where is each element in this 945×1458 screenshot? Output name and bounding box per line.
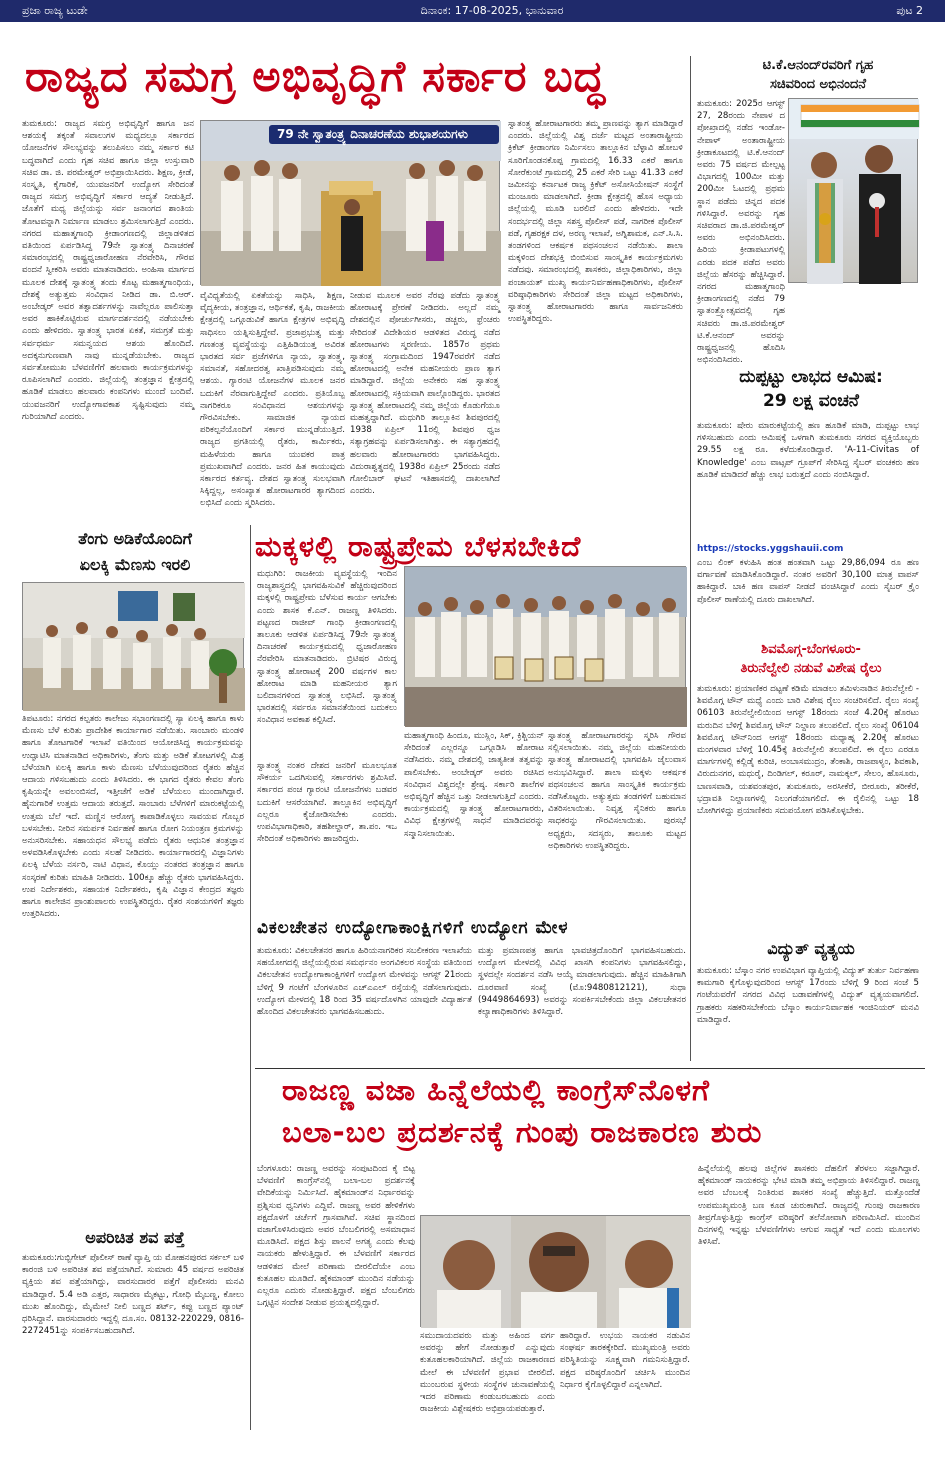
side1-headline-line1: ಟಿ.ಕೆ.ಆನಂದ್‌ರವರಿಗೆ ಗೃಹ <box>762 58 874 73</box>
jobfair-col2: ಮತ್ತು ಪ್ರಮಾಣಪತ್ರ ಹಾಗೂ ಭಾವಚಿತ್ರದೊಂದಿಗೆ ಭಾಗವಹಿಸಬಹುದು. ಉದ್ಯೋಗ ಮೇಳದಲ್ಲಿ ವಿವಿಧ ಖಾಸಗಿ ಕಂಪನಿಗಳು ಭಾಗವಹಿಸಲಿದ್ದು, ಸ್ಥಳದಲ್ಲೇ ಸಂದರ್ಶನ ನಡೆಸಿ ಆಯ್ಕೆ ಮಾಡಲಾಗುವುದು. ಹೆಚ್ಚಿನ ಮಾಹಿತಿಗಾಗಿ ದೂರವಾಣಿ ಸಂಖ್ಯೆ (ಮೊ:9480812121), ಸುಧಾ (9449864693) ಅವರನ್ನು ಸಂಪರ್ಕಿಸಬೇಕೆಂದು ಜಿಲ್ಲಾ ವಿಕಲಚೇತನರ ಕಲ್ಯಾಣಾಧಿಕಾರಿಗಳು ತಿಳಿಸಿದ್ದಾರೆ. <box>478 946 686 1018</box>
jobfair-col1: ತುಮಕೂರು: ವಿಕಲಚೇತನರ ಹಾಗೂ ಹಿರಿಯನಾಗರಿಕರ ಸಬಲೀಕರಣ ಇಲಾಖೆಯ ಸಹಯೋಗದಲ್ಲಿ ಜಿಲ್ಲೆಯಲ್ಲಿರುವ ಸಮರ್ಥನಂ ಅಂಗವಿಕಲರ ಸಂಸ್ಥೆಯ ವತಿಯಿಂದ ವಿಕಲಚೇತನ ಉದ್ಯೋಗಾಕಾಂಕ್ಷಿಗಳಿಗೆ ಉದ್ಯೋಗ ಮೇಳವನ್ನು ಆಗಸ್ಟ್ 21ರಂದು ಬೆಳಿಗ್ಗೆ 9 ಗಂಟೆಗೆ ಬೆಂಗಳೂರಿನ ಎಚ್‌ಎಎಲ್ ರಸ್ತೆಯಲ್ಲಿ ನಡೆಸಲಾಗುವುದು. ಉದ್ಯೋಗ ಮೇಳದಲ್ಲಿ 18 ರಿಂದ 35 ವರ್ಷದೊಳಗಿನ ಯಾವುದೇ ವಿದ್ಯಾರ್ಹತೆ ಹೊಂದಿದ ವಿಕಲಚೇತನರು ಭಾಗವಹಿಸಬಹುದು. <box>257 946 472 1018</box>
politics-divider <box>255 1068 925 1069</box>
politics-col4: ಹಿನ್ನೆಲೆಯಲ್ಲಿ ಹಲವು ಜಿಲ್ಲೆಗಳ ಶಾಸಕರು ದೆಹಲಿಗೆ ತೆರಳಲು ಸಜ್ಜಾಗಿದ್ದಾರೆ. ಹೈಕಮಾಂಡ್ ನಾಯಕರನ್ನು ಭೇಟಿ ಮಾಡಿ ತಮ್ಮ ಅಭಿಪ್ರಾಯ ತಿಳಿಸಲಿದ್ದಾರೆ. ರಾಜಣ್ಣ ಅವರ ಬೆಂಬಲಕ್ಕೆ ನಿಂತಿರುವ ಶಾಸಕರ ಸಂಖ್ಯೆ ಹೆಚ್ಚುತ್ತಿದೆ. ಮತ್ತೊಂದೆಡೆ ಉಪಮುಖ್ಯಮಂತ್ರಿ ಬಣ ಕೂಡ ಚುರುಕಾಗಿದೆ. ರಾಜ್ಯದಲ್ಲಿ ಗುಂಪು ರಾಜಕಾರಣ ತೀವ್ರಗೊಳ್ಳುತ್ತಿದ್ದು ಕಾಂಗ್ರೆಸ್ ವರಿಷ್ಠರಿಗೆ ತಲೆನೋವಾಗಿ ಪರಿಣಮಿಸಿದೆ. ಮುಂದಿನ ದಿನಗಳಲ್ಲಿ ಇನ್ನಷ್ಟು ಬೆಳವಣಿಗೆಗಳು ಆಗುವ ಸಾಧ್ಯತೆ ಇದೆ ಎಂದು ಮೂಲಗಳು ತಿಳಿಸಿವೆ. <box>698 1164 920 1248</box>
felicitation-group-photo-art <box>405 567 687 727</box>
politics-col1: ಬೆಂಗಳೂರು: ರಾಜಣ್ಣ ಅವರನ್ನು ಸಂಪುಟದಿಂದ ಕೈ ಬಿಟ್ಟ ಬೆಳವಣಿಗೆ ಕಾಂಗ್ರೆಸ್‌ನಲ್ಲಿ ಬಲಾ-ಬಲ ಪ್ರದರ್ಶನಕ್ಕೆ ವೇದಿಕೆಯನ್ನು ನಿರ್ಮಿಸಿದೆ. ಹೈಕಮಾಂಡ್‌ನ ನಿರ್ಧಾರವನ್ನು ಪ್ರಶ್ನಿಸುವ ಧ್ವನಿಗಳು ಎದ್ದಿವೆ. ರಾಜಣ್ಣ ಅವರ ಹೇಳಿಕೆಗಳು ಪಕ್ಷದೊಳಗೆ ಚರ್ಚೆಗೆ ಗ್ರಾಸವಾಗಿವೆ. ಸಚಿವ ಸ್ಥಾನದಿಂದ ವಜಾಗೊಳಿಸಿರುವುದು ಅವರ ಬೆಂಬಲಿಗರಲ್ಲಿ ಅಸಮಾಧಾನ ಮೂಡಿಸಿದೆ. ಪಕ್ಷದ ಶಿಸ್ತು ಪಾಲನೆ ಅಗತ್ಯ ಎಂದು ಕೆಲವು ನಾಯಕರು ಹೇಳುತ್ತಿದ್ದಾರೆ. ಈ ಬೆಳವಣಿಗೆ ಸರ್ಕಾರದ ಆಡಳಿತದ ಮೇಲೆ ಪರಿಣಾಮ ಬೀರಲಿದೆಯೇ ಎಂಬ ಕುತೂಹಲ ಮೂಡಿದೆ. ಹೈಕಮಾಂಡ್ ಮುಂದಿನ ನಡೆಯನ್ನು ಎಲ್ಲರೂ ಎದುರು ನೋಡುತ್ತಿದ್ದಾರೆ. ಪಕ್ಷದ ಬೆಂಬಲಿಗರು ಒಗ್ಗಟ್ಟಿನ ಸಂದೇಶ ನೀಡುವ ಪ್ರಯತ್ನದಲ್ಲಿದ್ದಾರೆ. <box>257 1164 415 1309</box>
jobfair-headline: ವಿಕಲಚೇತನ ಉದ್ಯೋಗಾಕಾಂಕ್ಷಿಗಳಿಗೆ ಉದ್ಯೋಗ ಮೇಳ <box>257 918 569 938</box>
lead-photo-banner: 79 ನೇ ಸ್ವಾತಂತ್ರ್ಯ ದಿನಾಚರಣೆಯ ಶುಭಾಶಯಗಳು <box>269 125 499 144</box>
left-column-divider <box>250 525 251 1430</box>
side1-photo <box>788 98 918 283</box>
lead-photo <box>200 120 500 285</box>
politicians-photo-art <box>421 1216 691 1328</box>
side1-headline-line2: ಸಚಿವರಿಂದ ಅಭಿನಂದನೆ <box>770 77 866 92</box>
side1-text-bottom <box>697 287 919 362</box>
side2-text2: ಎಂಬ ಲಿಂಕ್ ಕಳುಹಿಸಿ ಹಂತ ಹಂತವಾಗಿ ಒಟ್ಟು 29,86,094 ರೂ ಹಣ ವರ್ಗಾವಣೆ ಮಾಡಿಸಿಕೊಂಡಿದ್ದಾರೆ. ನಂತರ ಅವರಿಗೆ 30,100 ಮಾತ್ರ ವಾಪಸ್ ಹಾಕಿದ್ದಾರೆ. ಬಾಕಿ ಹಣ ವಾಪಸ್ ನೀಡದೆ ವಂಚಿಸಿದ್ದಾರೆ ಎಂದು ಸೈಬರ್ ಕ್ರೈಂ ಪೊಲೀಸ್ ಠಾಣೆಯಲ್ಲಿ ದೂರು ದಾಖಲಾಗಿದೆ. <box>697 558 919 605</box>
paper-name: ಪ್ರಜಾ ರಾಜ್ಯ ಟುಡೇ <box>22 4 88 17</box>
side1-headline <box>708 56 928 94</box>
fraud-link: https://stocks.yggshauii.com <box>697 544 844 554</box>
children-photo <box>404 566 686 726</box>
side-divider <box>690 56 691 1061</box>
felicitation-photo-art <box>789 99 919 284</box>
coconut-photo <box>22 582 244 710</box>
side3-headline-line2: ತಿರುನೆಲ್ವೇಲಿ ನಡುವೆ ವಿಶೇಷ ರೈಲು <box>740 661 882 676</box>
lead-col1: ತುಮಕೂರು: ರಾಜ್ಯದ ಸಮಗ್ರ ಅಭಿವೃದ್ಧಿಗೆ ಹಾಗೂ ಜನ ಆಶಯಕ್ಕೆ ತಕ್ಕಂತೆ ಸವಾಲುಗಳ ಮಧ್ಯದಲ್ಲೂ ಸರ್ಕಾರದ ಯೋಜನೆಗಳ ಸೌಲಭ್ಯವನ್ನು ತಲುಪಿಸಲು ನಮ್ಮ ಸರ್ಕಾರ ಕಟಿ ಬದ್ಧವಾಗಿದೆ ಎಂದು ಗೃಹ ಸಚಿವ ಹಾಗೂ ಜಿಲ್ಲಾ ಉಸ್ತುವಾರಿ ಸಚಿವ ಡಾ. ಜಿ. ಪರಮೇಶ್ವರ್ ಅಭಿಪ್ರಾಯಿಸಿದರು. ಶಿಕ್ಷಣ, ಕ್ರೀಡೆ, ಸಂಸ್ಕೃತಿ, ಕೈಗಾರಿಕೆ, ಯುವಜನರಿಗೆ ಉದ್ಯೋಗ ಸೇರಿದಂತೆ ರಾಜ್ಯದ ಸಮಗ್ರ ಅಭಿವೃದ್ಧಿಗೆ ಸರ್ಕಾರ ಆದ್ಯತೆ ನೀಡುತ್ತಿದೆ. ಜೊತೆಗೆ ಮಧ್ಯ ಜಿಲ್ಲೆಯನ್ನು ಸರ್ವ ಜನಾಂಗದ ಶಾಂತಿಯ ತೋಟವನ್ನಾಗಿ ನಿರ್ಮಾಣ ಮಾಡಲು ಶ್ರಮಿಸಲಾಗುತ್ತಿದೆ ಎಂದರು. ನಗರದ ಮಹಾತ್ಮಗಾಂಧಿ ಕ್ರೀಡಾಂಗಣದಲ್ಲಿ ಜಿಲ್ಲಾಡಳಿತದ ವತಿಯಿಂದ ಏರ್ಪಡಿಸಿದ್ದ 79ನೇ ಸ್ವಾತಂತ್ರ್ಯ ದಿನಾಚರಣೆ ಸಮಾರಂಭದಲ್ಲಿ ರಾಷ್ಟ್ರಧ್ವಜಾರೋಹಣ ನೆರವೇರಿಸಿ, ಗೌರವ ವಂದನೆ ಸ್ವೀಕರಿಸಿ ಅವರು ಮಾತನಾಡಿದರು. ಅಂಹಿಸಾ ಮಾರ್ಗದ ಮೂಲಕ ದೇಶಕ್ಕೆ ಸ್ವಾತಂತ್ರ್ಯ ತಂದು ಕೊಟ್ಟ ಮಹಾತ್ಮಗಾಂಧಿಯ, ದೇಶಕ್ಕೆ ಅತ್ಯುತ್ತಮ ಸಂವಿಧಾನ ನೀಡಿದ ಡಾ. ಬಿ.ಆರ್. ಅಂಬೇಡ್ಕರ್ ಅವರ ತತ್ವಾದರ್ಶಗಳನ್ನು ನಾವೆಲ್ಲರೂ ಪಾಲಿಸುತ್ತಾ ಅವರ ಹಾಕಿಕೊಟ್ಟಿರುವ ಮಾರ್ಗದರ್ಶನದಲ್ಲಿ ನಡೆಯಬೇಕು ಎಂದು ಹೇಳಿದರು. ಸ್ವಾತಂತ್ರ್ಯ ಭಾರತ ಏಕತೆ, ಸಮಗ್ರತೆ ಮತ್ತು ಸರ್ವಧರ್ಮ ಸಮನ್ವಯದ ಆಶಯ ಹೊಂದಿದೆ. ಅದಕ್ಕನುಗುಣವಾಗಿ ನಾವು ಮುನ್ನಡೆಯಬೇಕು. ರಾಜ್ಯದ ಸರ್ವತೋಮುಖ ಬೆಳವಣಿಗೆಗೆ ಹಲವಾರು ಕಾರ್ಯಕ್ರಮಗಳನ್ನು ರೂಪಿಸಲಾಗಿದೆ ಎಂದರು. ಜಿಲ್ಲೆಯಲ್ಲಿ ತಂತ್ರಜ್ಞಾನ ಕ್ಷೇತ್ರದಲ್ಲಿ ಹೂಡಿಕೆ ಮಾಡಲು ಹಲವಾರು ಕಂಪನಿಗಳು ಮುಂದೆ ಬಂದಿವೆ. ಯುವಜನರಿಗೆ ಉದ್ಯೋಗಾವಕಾಶ ಸೃಷ್ಟಿಸುವುದು ನಮ್ಮ ಗುರಿಯಾಗಿದೆ ಎಂದರು. <box>22 119 194 422</box>
children-col1: ಮಧುಗಿರಿ: ರಾಜಕೀಯ ವ್ಯವಸ್ಥೆಯಲ್ಲಿ ಇಂದಿನ ರಾಜ್ಯಶಾಸ್ತ್ರದಲ್ಲಿ ಭಾಗವಹಿಸುವಿಕೆ ಹೆಚ್ಚಿರುವುದರಿಂದ ಮಕ್ಕಳಲ್ಲಿ ರಾಷ್ಟ್ರಪ್ರೇಮ ಬೆಳೆಸುವ ಕಾರ್ಯ ಆಗಬೇಕು ಎಂದು ಶಾಸಕ ಕೆ.ಎನ್. ರಾಜಣ್ಣ ತಿಳಿಸಿದರು. ಪಟ್ಟಣದ ರಾಜೀವ್ ಗಾಂಧಿ ಕ್ರೀಡಾಂಗಣದಲ್ಲಿ ತಾಲೂಕು ಆಡಳಿತ ಏರ್ಪಡಿಸಿದ್ದ 79ನೇ ಸ್ವಾತಂತ್ರ್ಯ ದಿನಾಚರಣೆ ಕಾರ್ಯಕ್ರಮದಲ್ಲಿ ಧ್ವಜಾರೋಹಣ ನೆರವೇರಿಸಿ ಮಾತನಾಡಿದರು. ಬ್ರಿಟಿಷರ ವಿರುದ್ಧ ಸ್ವಾತಂತ್ರ್ಯ ಹೋರಾಟಕ್ಕೆ 200 ವರ್ಷಗಳ ಕಾಲ ಹೋರಾಟ ಮಾಡಿ ಮಹನೀಯರ ತ್ಯಾಗ ಬಲಿದಾನಗಳಿಂದ ಸ್ವಾತಂತ್ರ್ಯ ಲಭಿಸಿದೆ. ಸ್ವಾತಂತ್ರ್ಯ ಭಾರತದಲ್ಲಿ ಸರ್ವರೂ ಸಮಾನತೆಯಿಂದ ಬದುಕಲು ಸಂವಿಧಾನ ಅವಕಾಶ ಕಲ್ಪಿಸಿದೆ. <box>257 569 397 726</box>
flag-hoisting-photo-art <box>201 121 501 286</box>
politics-headline-line2: ಬಲಾ-ಬಲ ಪ್ರದರ್ಶನಕ್ಕೆ ಗುಂಪು ರಾಜಕಾರಣ ಶುರು <box>282 1115 763 1149</box>
lead-col3: ನೀಡುವ ಮೂಲಕ ಅವರ ನೆರವು ಪಡೆದು ಸ್ವಾತಂತ್ರ್ಯ ಹೋರಾಟಕ್ಕೆ ಪ್ರೇರಣೆ ನೀಡಿದರು. ಅಲ್ಲದೆ ನಮ್ಮ ದೇಶದಲ್ಲಿನ ಪೋರ್ಚುಗೀಸರು, ಡಚ್ಚರು, ಫ್ರೆಂಚರು ಸೇರಿದಂತೆ ವಿದೇಶಿಯರ ಆಡಳಿತದ ವಿರುದ್ಧ ನಡೆದ ಹೋರಾಟಗಳು ಸ್ಮರಣೀಯ. 1857ರ ಪ್ರಥಮ ಸ್ವಾತಂತ್ರ್ಯ ಸಂಗ್ರಾಮದಿಂದ 1947ರವರೆಗೆ ನಡೆದ ಹೋರಾಟದಲ್ಲಿ ಅನೇಕ ಮಹನೀಯರು ಪ್ರಾಣ ತ್ಯಾಗ ಮಾಡಿದ್ದಾರೆ. ಜಿಲ್ಲೆಯ ಅನೇಕರು ಸಹ ಸ್ವಾತಂತ್ರ್ಯ ಹೋರಾಟದಲ್ಲಿ ಸಕ್ರಿಯವಾಗಿ ಪಾಲ್ಗೊಂಡಿದ್ದರು. ಭಾರತದ ಸ್ವಾತಂತ್ರ್ಯ ಹೋರಾಟದಲ್ಲಿ ನಮ್ಮ ಜಿಲ್ಲೆಯ ಕೊಡುಗೆಯೂ ಮಹತ್ವದ್ದಾಗಿದೆ. ಮಧುಗಿರಿ ತಾಲ್ಲೂಕಿನ ಶಿವಪುರದಲ್ಲಿ 1938 ಏಪ್ರಿಲ್ 11ರಲ್ಲಿ ಶಿವಪುರ ಧ್ವಜ ಸತ್ಯಾಗ್ರಹವನ್ನು ಏರ್ಪಡಿಸಲಾಗಿತ್ತು. ಈ ಸತ್ಯಾಗ್ರಹದಲ್ಲಿ ಹಲವಾರು ಹೋರಾಟಗಾರರು ಭಾಗವಹಿಸಿದ್ದರು. ವಿದುರಾಶ್ವತ್ಥದಲ್ಲಿ 1938ರ ಏಪ್ರಿಲ್ 25ರಂದು ನಡೆದ ಗೋಲಿಬಾರ್ ಘಟನೆ ಇತಿಹಾಸದಲ್ಲಿ ದಾಖಲಾಗಿದೆ ಎಂದರು. <box>350 291 500 497</box>
masthead-bar <box>0 0 945 22</box>
side2-text: ತುಮಕೂರು: ಷೇರು ಮಾರುಕಟ್ಟೆಯಲ್ಲಿ ಹಣ ಹೂಡಿಕೆ ಮಾಡಿ, ದುಪ್ಪಟ್ಟು ಲಾಭ ಗಳಿಸಬಹುದು ಎಂದು ಆಮಿಷಕ್ಕೆ ಒಳಗಾಗಿ ತುಮಕೂರು ನಗರದ ವ್ಯಕ್ತಿಯೊಬ್ಬರು 29.55 ಲಕ್ಷ ರೂ. ಕಳೆದುಕೊಂಡಿದ್ದಾರೆ. 'A-11-Civitas of Knowledge' ಎಂಬ ವಾಟ್ಸಪ್ ಗ್ರೂಪ್‌ಗೆ ಸೇರಿಸಿದ್ದ ಸೈಬರ್ ವಂಚಕರು ಹಣ ಹೂಡಿಕೆ ಮಾಡಿದರೆ ಹೆಚ್ಚು ಲಾಭ ಬರುತ್ತದೆ ಎಂದು ನಂಬಿಸಿದ್ದಾರೆ. <box>697 421 919 480</box>
body-headline: ಅಪರಿಚಿತ ಶವ ಪತ್ತೆ <box>85 1228 185 1247</box>
children-col2: ಮಹಾತ್ಮಗಾಂಧಿ ಹಿಂದೂ, ಮುಸ್ಲಿಂ, ಸಿಕ್, ಕ್ರಿಶ್ಚಿಯನ್ ಸೇರಿದಂತೆ ಎಲ್ಲರನ್ನೂ ಒಗ್ಗೂಡಿಸಿ ಹೋರಾಟ ನಡೆಸಿದರು. ನಮ್ಮ ದೇಶದಲ್ಲಿ ಜಾತ್ಯತೀತ ತತ್ವವನ್ನು ಪಾಲಿಸಬೇಕು. ಅಂಬೇಡ್ಕರ್ ಅವರು ರಚಿಸಿದ ಸಂವಿಧಾನ ವಿಶ್ವದಲ್ಲೇ ಶ್ರೇಷ್ಠ. ಸರ್ಕಾರಿ ಶಾಲೆಗಳ ಅಭಿವೃದ್ಧಿಗೆ ಹೆಚ್ಚಿನ ಒತ್ತು ನೀಡಲಾಗುತ್ತಿದೆ ಎಂದರು. ಕಾರ್ಯಕ್ರಮದಲ್ಲಿ ಸ್ವಾತಂತ್ರ್ಯ ಹೋರಾಟಗಾರರು, ವಿವಿಧ ಕ್ಷೇತ್ರಗಳಲ್ಲಿ ಸಾಧನೆ ಮಾಡಿದವರನ್ನು ಸನ್ಮಾನಿಸಲಾಯಿತು. <box>404 731 544 839</box>
side2-headline <box>700 365 922 413</box>
side1-text-top: ತುಮಕೂರು: 2025ರ ಆಗಸ್ಟ್ 27, 28ರಂದು ನೇಪಾಳ ದ ಪೋಖ್ರಾದಲ್ಲಿ ನಡೆದ ಇಂಡೋ-ನೇಪಾಳ್ ಅಂತಾರಾಷ್ಟ್ರೀಯ ಕ್ರೀಡಾಕೂಟದಲ್ಲಿ ಟಿ.ಕೆ.ಆನಂದ್ ಅವರು 75 ವರ್ಷದ ಮೇಲ್ಪಟ್ಟ ವಿಭಾಗದಲ್ಲಿ 100ಮೀ ಮತ್ತು 200ಮೀ ಓಟದಲ್ಲಿ ಪ್ರಥಮ ಸ್ಥಾನ ಪಡೆದು ಚಿನ್ನದ ಪದಕ ಗಳಿಸಿದ್ದಾರೆ. ಅವರನ್ನು ಗೃಹ ಸಚಿವರಾದ ಡಾ.ಜಿ.ಪರಮೇಶ್ವರ್ ಅವರು ಅಭಿನಂದಿಸಿದರು. ಹಿರಿಯ ಕ್ರೀಡಾಪಟುಗಳಲ್ಲಿ ಎರಡು ಪದಕ ಪಡೆದ ಅವರು ಜಿಲ್ಲೆಯ ಹೆಸರನ್ನು ಹೆಚ್ಚಿಸಿದ್ದಾರೆ. ನಗರದ ಮಹಾತ್ಮಗಾಂಧಿ ಕ್ರೀಡಾಂಗಣದಲ್ಲಿ ನಡೆದ 79 ಸ್ವಾತಂತ್ರ್ಯೋತ್ಸವದಲ್ಲಿ ಗೃಹ ಸಚಿವರು ಡಾ.ಜಿ.ಪರಮೇಶ್ವರ್ ಟಿ.ಕೆ.ಆನಂದ್ ಅವರನ್ನು ರಾಷ್ಟ್ರಧ್ವಜನಲ್ಲಿ ಹೊದಿಸಿ ಅಭಿನಂದಿಸಿದರು. <box>697 99 785 366</box>
side2-headline-line2: 29 ಲಕ್ಷ ವಂಚನೆ <box>763 391 859 411</box>
coconut-headline-line1: ತೆಂಗು ಅಡಿಕೆಯೊಂದಿಗೆ <box>78 529 192 548</box>
side4-headline: ವಿದ್ಯುತ್ ವ್ಯತ್ಯಯ <box>767 939 855 958</box>
coconut-text: ತಿಪಟೂರು: ನಗರದ ಕಲ್ಪತರು ಕಾಲೇಜು ಸಭಾಂಗಣದಲ್ಲಿ ಸ್ಯಾ ಏಲಕ್ಕಿ ಹಾಗೂ ಕಾಳು ಮೆಣಸು ಬೆಳೆ ಕುರಿತು ಪ್ರಾದೇಶಿಕ ಕಾರ್ಯಾಗಾರ ನಡೆಯಿತು. ಸಾಂಬಾರು ಮಂಡಳಿ ಹಾಗೂ ತೋಟಗಾರಿಕೆ ಇಲಾಖೆ ವತಿಯಿಂದ ಆಯೋಜಿಸಿದ್ದ ಕಾರ್ಯಕ್ರಮವನ್ನು ಉದ್ಘಾಟಿಸಿ ಮಾತನಾಡಿದ ಅಧಿಕಾರಿಗಳು, ತೆಂಗು ಮತ್ತು ಅಡಿಕೆ ತೋಟಗಳಲ್ಲಿ ಮಿಶ್ರ ಬೆಳೆಯಾಗಿ ಏಲಕ್ಕಿ ಹಾಗೂ ಕಾಳು ಮೆಣಸು ಬೆಳೆಯುವುದರಿಂದ ರೈತರು ಹೆಚ್ಚಿನ ಆದಾಯ ಗಳಿಸಬಹುದು ಎಂದು ತಿಳಿಸಿದರು. ಈ ಭಾಗದ ರೈತರು ಕೇವಲ ತೆಂಗು ಕೃಷಿಯನ್ನೇ ಅವಲಂಬಿಸದೆ, ಇತ್ತೀಚೆಗೆ ಅಡಿಕೆ ಬೆಳೆಯಲು ಮುಂದಾಗಿದ್ದಾರೆ. ಹೈನುಗಾರಿಕೆ ಉತ್ತಮ ಆದಾಯ ತರುತ್ತದೆ. ಸಾಂಬಾರು ಬೆಳೆಗಳಿಗೆ ಮಾರುಕಟ್ಟೆಯಲ್ಲಿ ಉತ್ತಮ ಬೆಲೆ ಇದೆ. ಮಣ್ಣಿನ ಆರೋಗ್ಯ ಕಾಪಾಡಿಕೊಳ್ಳಲು ಸಾವಯವ ಗೊಬ್ಬರ ಬಳಸಬೇಕು. ನೀರಿನ ಸಮರ್ಪಕ ನಿರ್ವಹಣೆ ಹಾಗೂ ರೋಗ ನಿಯಂತ್ರಣ ಕ್ರಮಗಳನ್ನು ಅನುಸರಿಸಬೇಕು. ಸಹಾಯಧನ ಸೌಲಭ್ಯ ಪಡೆದು ರೈತರು ಆಧುನಿಕ ತಂತ್ರಜ್ಞಾನ ಅಳವಡಿಸಿಕೊಳ್ಳಬೇಕು ಎಂದು ಸಲಹೆ ನೀಡಿದರು. ಕಾರ್ಯಾಗಾರದಲ್ಲಿ ವಿಜ್ಞಾನಿಗಳು ಏಲಕ್ಕಿ ಬೆಳೆಯ ನರ್ಸರಿ, ನಾಟಿ ವಿಧಾನ, ಕೊಯ್ಲು ನಂತರದ ತಂತ್ರಜ್ಞಾನ ಹಾಗೂ ಸಂಸ್ಕರಣೆ ಕುರಿತು ಮಾಹಿತಿ ನೀಡಿದರು. 100ಕ್ಕೂ ಹೆಚ್ಚು ರೈತರು ಭಾಗವಹಿಸಿದ್ದರು. ಉಪ ನಿರ್ದೇಶಕರು, ಸಹಾಯಕ ನಿರ್ದೇಶಕರು, ಕೃಷಿ ವಿಜ್ಞಾನ ಕೇಂದ್ರದ ತಜ್ಞರು ಹಾಗೂ ಕಾಲೇಜಿನ ಪ್ರಾಂಶುಪಾಲರು ಉಪಸ್ಥಿತರಿದ್ದರು. ರೈತರ ಸಂಶಯಗಳಿಗೆ ತಜ್ಞರು ಉತ್ತರಿಸಿದರು. <box>22 714 244 920</box>
children-col3: ಸ್ವಾತಂತ್ರ್ಯ ನಂತರ ದೇಶದ ಜನರಿಗೆ ಮೂಲಭೂತ ಸೌಕರ್ಯ ಒದಗಿಸುವಲ್ಲಿ ಸರ್ಕಾರಗಳು ಶ್ರಮಿಸಿವೆ. ಸರ್ಕಾರದ ಪಂಚ ಗ್ಯಾರಂಟಿ ಯೋಜನೆಗಳು ಬಡವರ ಬದುಕಿಗೆ ಆಸರೆಯಾಗಿವೆ. ತಾಲ್ಲೂಕಿನ ಅಭಿವೃದ್ಧಿಗೆ ಎಲ್ಲರೂ ಕೈಜೋಡಿಸಬೇಕು ಎಂದರು. ಉಪವಿಭಾಗಾಧಿಕಾರಿ, ತಹಶೀಲ್ದಾರ್, ತಾ.ಪಂ. ಇಒ ಸೇರಿದಂತೆ ಅಧಿಕಾರಿಗಳು ಹಾಜರಿದ್ದರು. <box>257 761 397 845</box>
politics-headline-line1: ರಾಜಣ್ಣ ವಜಾ ಹಿನ್ನೆಲೆಯಲ್ಲಿ ಕಾಂಗ್ರೆಸ್‌ನೊಳಗೆ <box>282 1073 710 1107</box>
side3-headline-line1: ಶಿವಮೊಗ್ಗ-ಬೆಂಗಳೂರು- <box>761 642 861 657</box>
lead-col4: ಸ್ವಾತಂತ್ರ್ಯ ಹೋರಾಟಗಾರರು ತಮ್ಮ ಪ್ರಾಣವನ್ನು ತ್ಯಾಗ ಮಾಡಿದ್ದಾರೆ ಎಂದರು. ಜಿಲ್ಲೆಯಲ್ಲಿ ವಿಶ್ವ ದರ್ಜೆ ಮಟ್ಟದ ಅಂತಾರಾಷ್ಟ್ರೀಯ ಕ್ರಿಕೆಟ್ ಕ್ರೀಡಾಂಗಣ ನಿರ್ಮಿಸಲು ತಾಲ್ಲೂಕಿನ ಬೆಳ್ಳಾವಿ ಹೋಬಳಿ ಸೂರಿಗೊಂಡನಕೊಪ್ಪ ಗ್ರಾಮದಲ್ಲಿ 16.33 ಎಕರೆ ಹಾಗೂ ಸೋರೆಕುಂಟೆ ಗ್ರಾಮದಲ್ಲಿ 25 ಎಕರೆ ಸೇರಿ ಒಟ್ಟು 41.33 ಎಕರೆ ಜಮೀನನ್ನು ಕರ್ನಾಟಕ ರಾಜ್ಯ ಕ್ರಿಕೆಟ್ ಅಸೋಸಿಯೇಷನ್ ಸಂಸ್ಥೆಗೆ ಮಂಜೂರು ಮಾಡಲಾಗಿದೆ. ಕ್ರೀಡಾ ಕ್ಷೇತ್ರದಲ್ಲಿ ಹೊಸ ಅಧ್ಯಾಯ ಜಿಲ್ಲೆಯಲ್ಲಿ ಮೂಡಿ ಬರಲಿದೆ ಎಂದು ಹೇಳಿದರು. ಇದೇ ಸಂದರ್ಭದಲ್ಲಿ ಜಿಲ್ಲಾ ಸಶಸ್ತ್ರ ಪೊಲೀಸ್ ಪಡೆ, ನಾಗರೀಕ ಪೊಲೀಸ್ ಪಡೆ, ಗೃಹರಕ್ಷಕ ದಳ, ಅರಣ್ಯ ಇಲಾಖೆ, ಅಗ್ನಿಶಾಮಕ, ಎನ್.ಸಿ.ಸಿ. ತಂಡಗಳಿಂದ ಆಕರ್ಷಕ ಪಥಸಂಚಲನ ನಡೆಯಿತು. ಶಾಲಾ ಮಕ್ಕಳಿಂದ ದೇಶಭಕ್ತಿ ಬಿಂಬಿಸುವ ಸಾಂಸ್ಕೃತಿಕ ಕಾರ್ಯಕ್ರಮಗಳು ನಡೆದವು. ಸಮಾರಂಭದಲ್ಲಿ ಶಾಸಕರು, ಜಿಲ್ಲಾಧಿಕಾರಿಗಳು, ಜಿಲ್ಲಾ ಪಂಚಾಯತ್ ಮುಖ್ಯ ಕಾರ್ಯನಿರ್ವಹಣಾಧಿಕಾರಿಗಳು, ಪೊಲೀಸ್ ವರಿಷ್ಠಾಧಿಕಾರಿಗಳು ಸೇರಿದಂತೆ ಜಿಲ್ಲಾ ಮಟ್ಟದ ಅಧಿಕಾರಿಗಳು, ಸ್ವಾತಂತ್ರ್ಯ ಹೋರಾಟಗಾರರು ಹಾಗೂ ಸಾರ್ವಜನಿಕರು ಉಪಸ್ಥಿತರಿದ್ದರು. <box>508 119 683 325</box>
side3-headline <box>700 640 922 678</box>
side3-text: ತುಮಕೂರು: ಪ್ರಯಾಣಿಕರ ದಟ್ಟಣೆ ಕಡಿಮೆ ಮಾಡಲು ತಮಿಳುನಾಡಿನ ತಿರುನೆಲ್ವೇಲಿ - ಶಿವಮೊಗ್ಗ ಟೌನ್ ಮಧ್ಯೆ ಎಂದು ಬಾರಿ ವಿಶೇಷ ರೈಲು ಸಂಚರಿಸಲಿದೆ. ರೈಲು ಸಂಖ್ಯೆ 06103 ತಿರುನೆಲ್ವೇಲಿಯಿಂದ ಆಗಸ್ಟ್ 18ರಂದು ಸಂಜೆ 4.20ಕ್ಕೆ ಹೊರಟು ಮರುದಿನ ಬೆಳಿಗ್ಗೆ ಶಿವಮೊಗ್ಗ ಟೌನ್ ನಿಲ್ದಾಣ ತಲುಪಲಿದೆ. ರೈಲು ಸಂಖ್ಯೆ 06104 ಶಿವಮೊಗ್ಗ ಟೌನ್‌ನಿಂದ ಆಗಸ್ಟ್ 18ರಂದು ಮಧ್ಯಾಹ್ನ 2.20ಕ್ಕೆ ಹೊರಟು ಮಂಗಳವಾರ ಬೆಳಿಗ್ಗೆ 10.45ಕ್ಕೆ ತಿರುನೆಲ್ವೇಲಿ ತಲುಪಲಿದೆ. ಈ ರೈಲು ಎರಡೂ ಮಾರ್ಗಗಳಲ್ಲಿ ಕಲ್ಲಿಡೈ ಕುರಿಚಿ, ಅಂಬಾಸಮುದ್ರಂ, ತೆಂಕಾಶಿ, ರಾಜಪಾಳ್ಯಂ, ಶಿವಕಾಶಿ, ವಿರುದುನಗರ, ಮಧುರೈ, ದಿಂಡಿಗಲ್, ಕರೂರ್, ನಾಮಕ್ಕಲ್, ಸೇಲಂ, ಹೊಸೂರು, ಬಾಣಸವಾಡಿ, ಯಶವಂತಪುರ, ತುಮಕೂರು, ಅರಸೀಕೆರೆ, ಬೀರೂರು, ತರೀಕೆರೆ, ಭದ್ರಾವತಿ ನಿಲ್ದಾಣಗಳಲ್ಲಿ ನಿಲುಗಡೆಯಾಗಲಿದೆ. ಈ ರೈಲಿನಲ್ಲಿ ಒಟ್ಟು 18 ಬೋಗಿಗಳಿದ್ದು ಪ್ರಯಾಣಿಕರು ಸದುಪಯೋಗ ಪಡಿಸಿಕೊಳ್ಳಬೇಕು. <box>697 684 919 817</box>
politics-col3: ಹಾರಿದ್ದಾರೆ. ಉಭಯ ನಾಯಕರ ನಡುವಿನ ಸಂಘರ್ಷ ತಾರಕಕ್ಕೇರಿದೆ. ಮುಖ್ಯಮಂತ್ರಿ ಅವರು ಪರಿಸ್ಥಿತಿಯನ್ನು ಸೂಕ್ಷ್ಮವಾಗಿ ಗಮನಿಸುತ್ತಿದ್ದಾರೆ. ಪಕ್ಷದ ವರಿಷ್ಠರೊಂದಿಗೆ ಚರ್ಚಿಸಿ ಮುಂದಿನ ನಿರ್ಧಾರ ಕೈಗೊಳ್ಳಲಿದ್ದಾರೆ ಎನ್ನಲಾಗಿದೆ. <box>560 1331 690 1390</box>
side2-link <box>697 543 919 557</box>
children-headline: ಮಕ್ಕಳಲ್ಲಿ ರಾಷ್ಟ್ರಪ್ರೇಮ ಬೆಳಸಬೇಕಿದೆ <box>255 530 582 563</box>
coconut-headline <box>30 526 240 578</box>
lead-headline: ರಾಜ್ಯದ ಸಮಗ್ರ ಅಭಿವೃದ್ಧಿಗೆ ಸರ್ಕಾರ ಬದ್ಧ <box>25 52 606 102</box>
side4-text: ತುಮಕೂರು: ಬೆಸ್ಕಾಂ ನಗರ ಉಪವಿಭಾಗ ವ್ಯಾಪ್ತಿಯಲ್ಲಿ ವಿದ್ಯುತ್ ತುರ್ತು ನಿರ್ವಹಣಾ ಕಾಮಗಾರಿ ಕೈಗೊಳ್ಳುವುದರಿಂದ ಆಗಸ್ಟ್ 17ರಂದು ಬೆಳಿಗ್ಗೆ 9 ರಿಂದ ಸಂಜೆ 5 ಗಂಟೆಯವರೆಗೆ ನಗರದ ವಿವಿಧ ಬಡಾವಣೆಗಳಲ್ಲಿ ವಿದ್ಯುತ್ ವ್ಯತ್ಯಯವಾಗಲಿದೆ. ಗ್ರಾಹಕರು ಸಹಕರಿಸಬೇಕೆಂದು ಬೆಸ್ಕಾಂ ಕಾರ್ಯನಿರ್ವಾಹಕ ಇಂಜಿನಿಯರ್ ಮನವಿ ಮಾಡಿದ್ದಾರೆ. <box>697 966 919 1025</box>
coconut-headline-line2: ಏಲಕ್ಕಿ ಮೆಣಸು ಇರಲಿ <box>79 555 191 574</box>
children-col4: ಸ್ವಾತಂತ್ರ್ಯ ಹೋರಾಟಗಾರರನ್ನು ಸ್ಮರಿಸಿ ಗೌರವ ಸಲ್ಲಿಸಲಾಯಿತು. ನಮ್ಮ ಜಿಲ್ಲೆಯ ಮಹನೀಯರು ಸ್ವಾತಂತ್ರ್ಯ ಹೋರಾಟದಲ್ಲಿ ಭಾಗವಹಿಸಿ ಜೈಲುವಾಸ ಅನುಭವಿಸಿದ್ದಾರೆ. ಶಾಲಾ ಮಕ್ಕಳು ಆಕರ್ಷಕ ಪಥಸಂಚಲನ ಹಾಗೂ ಸಾಂಸ್ಕೃತಿಕ ಕಾರ್ಯಕ್ರಮ ನಡೆಸಿಕೊಟ್ಟರು. ಅತ್ಯುತ್ತಮ ತಂಡಗಳಿಗೆ ಬಹುಮಾನ ವಿತರಿಸಲಾಯಿತು. ನಿವೃತ್ತ ಸೈನಿಕರು ಹಾಗೂ ಸಾಧಕರನ್ನು ಗೌರವಿಸಲಾಯಿತು. ಪುರಸಭೆ ಅಧ್ಯಕ್ಷರು, ಸದಸ್ಯರು, ತಾಲೂಕು ಮಟ್ಟದ ಅಧಿಕಾರಿಗಳು ಉಪಸ್ಥಿತರಿದ್ದರು. <box>548 731 686 851</box>
page-number: ಪುಟ 2 <box>896 4 923 17</box>
issue-date: ದಿನಾಂಕ: 17-08-2025, ಭಾನುವಾರ <box>420 4 564 17</box>
side2-headline-line1: ದುಪ್ಪಟ್ಟು ಲಾಭದ ಆಮಿಷ: <box>739 367 883 387</box>
politics-col2: ಸಮುದಾಯದವರು ಮತ್ತು ಅಹಿಂದ ವರ್ಗ ಅವರನ್ನು ಹೇಗೆ ನೋಡುತ್ತಾರೆ ಎನ್ನುವುದು ಕುತೂಹಲಕಾರಿಯಾಗಿದೆ. ಜಿಲ್ಲೆಯ ರಾಜಕಾರಣದ ಮೇಲೆ ಈ ಬೆಳವಣಿಗೆ ಪ್ರಭಾವ ಬೀರಲಿದೆ. ಮುಂಬರುವ ಸ್ಥಳೀಯ ಸಂಸ್ಥೆಗಳ ಚುನಾವಣೆಯಲ್ಲಿ ಇದರ ಪರಿಣಾಮ ಕಂಡುಬರಬಹುದು ಎಂದು ರಾಜಕೀಯ ವಿಶ್ಲೇಷಕರು ಅಭಿಪ್ರಾಯಪಡುತ್ತಾರೆ. <box>420 1331 555 1415</box>
body-text: ತುಮಕೂರು:ಗುಬ್ಬಿಗೇಟ್ ಪೊಲೀಸ್ ಠಾಣೆ ವ್ಯಾಪ್ತಿ ಯ ಮೋಹನಪುರದ ಸರ್ಕಲ್ ಬಳಿ ಕಾರಂಜಿ ಬಳಿ ಅಪರಿಚಿತ ಶವ ಪತ್ತೆಯಾಗಿದೆ. ಸುಮಾರು 45 ವರ್ಷದ ಅಪರಿಚಿತ ವ್ಯಕ್ತಿಯ ಶವ ಪತ್ತೆಯಾಗಿದ್ದು, ವಾರಸುದಾರರ ಪತ್ತೆಗೆ ಪೊಲೀಸರು ಮನವಿ ಮಾಡಿದ್ದಾರೆ. 5.4 ಅಡಿ ಎತ್ತರ, ಸಾಧಾರಣ ಮೈಕಟ್ಟು, ಗೋಧಿ ಮೈಬಣ್ಣ, ಕೋಲು ಮುಖ ಹೊಂದಿದ್ದು, ಮೈಮೇಲೆ ನೀಲಿ ಬಣ್ಣದ ಶರ್ಟ್, ಕಪ್ಪು ಬಣ್ಣದ ಪ್ಯಾಂಟ್ ಧರಿಸಿದ್ದಾನೆ. ವಾರಸುದಾರರು ಇದ್ದಲ್ಲಿ ದೂ.ಸಂ. 08132-220229, 0816-2272451ನ್ನು ಸಂಪರ್ಕಿಸಬಹುದಾಗಿದೆ. <box>22 1253 244 1337</box>
lead-col2: ವೈವಿಧ್ಯತೆಯಲ್ಲಿ ಏಕತೆಯನ್ನು ಸಾಧಿಸಿ, ಶಿಕ್ಷಣ, ವೈದ್ಯಕೀಯ, ತಂತ್ರಜ್ಞಾನ, ಆರ್ಥಿಕತೆ, ಕೃಷಿ, ರಾಜಕೀಯ ಕ್ಷೇತ್ರದಲ್ಲಿ ಒಗ್ಗೂಡುವಿಕೆ ಹಾಗೂ ಕ್ಷೇತ್ರಗಳ ಅಭಿವೃದ್ಧಿ ಸಾಧಿಸಲು ಯತ್ನಿಸುತ್ತಿದ್ದೇವೆ. ಪ್ರಜಾಪ್ರಭುತ್ವ ಮತ್ತು ಗಣತಂತ್ರ ವ್ಯವಸ್ಥೆಯನ್ನು ಎತ್ತಿಹಿಡಿಯುತ್ತ ಅವಿರತ ಭಾರತದ ಸರ್ವ ಪ್ರಜೆಗಳಿಗೂ ನ್ಯಾಯ, ಸ್ವಾತಂತ್ರ್ಯ, ಸಮಾನತೆ, ಸಹೋದರತ್ವ ಖಾತ್ರಿಪಡಿಸುವುದು ನಮ್ಮ ಆಶಯ. ಗ್ಯಾರಂಟಿ ಯೋಜನೆಗಳ ಮೂಲಕ ಜನರ ಬದುಕಿಗೆ ನೆರವಾಗುತ್ತಿದ್ದೇವೆ ಎಂದರು. ಪ್ರತಿಯೊಬ್ಬ ನಾಗರಿಕರೂ ಸಂವಿಧಾನದ ಆಶಯಗಳನ್ನು ಗೌರವಿಸಬೇಕು. ಸಾಮಾಜಿಕ ನ್ಯಾಯದ ಪರಿಕಲ್ಪನೆಯೊಂದಿಗೆ ಸರ್ಕಾರ ಮುನ್ನಡೆಯುತ್ತಿದೆ. ರಾಜ್ಯದ ಪ್ರಗತಿಯಲ್ಲಿ ರೈತರು, ಕಾರ್ಮಿಕರು, ಮಹಿಳೆಯರು ಹಾಗೂ ಯುವಕರ ಪಾತ್ರ ಪ್ರಮುಖವಾಗಿದೆ ಎಂದರು. ಜನರ ಹಿತ ಕಾಯುವುದು ಸರ್ಕಾರದ ಕರ್ತವ್ಯ. ದೇಶದ ಸ್ವಾತಂತ್ರ್ಯ ಸುಲಭವಾಗಿ ಸಿಕ್ಕಿದ್ದಲ್ಲ, ಅಸಂಖ್ಯಾತ ಹೋರಾಟಗಾರರ ತ್ಯಾಗದಿಂದ ಲಭಿಸಿದೆ ಎಂದು ಸ್ಮರಿಸಿದರು. <box>200 291 345 509</box>
workshop-photo-art <box>23 583 245 711</box>
children-col5 <box>404 910 684 911</box>
politics-photo <box>420 1215 690 1327</box>
